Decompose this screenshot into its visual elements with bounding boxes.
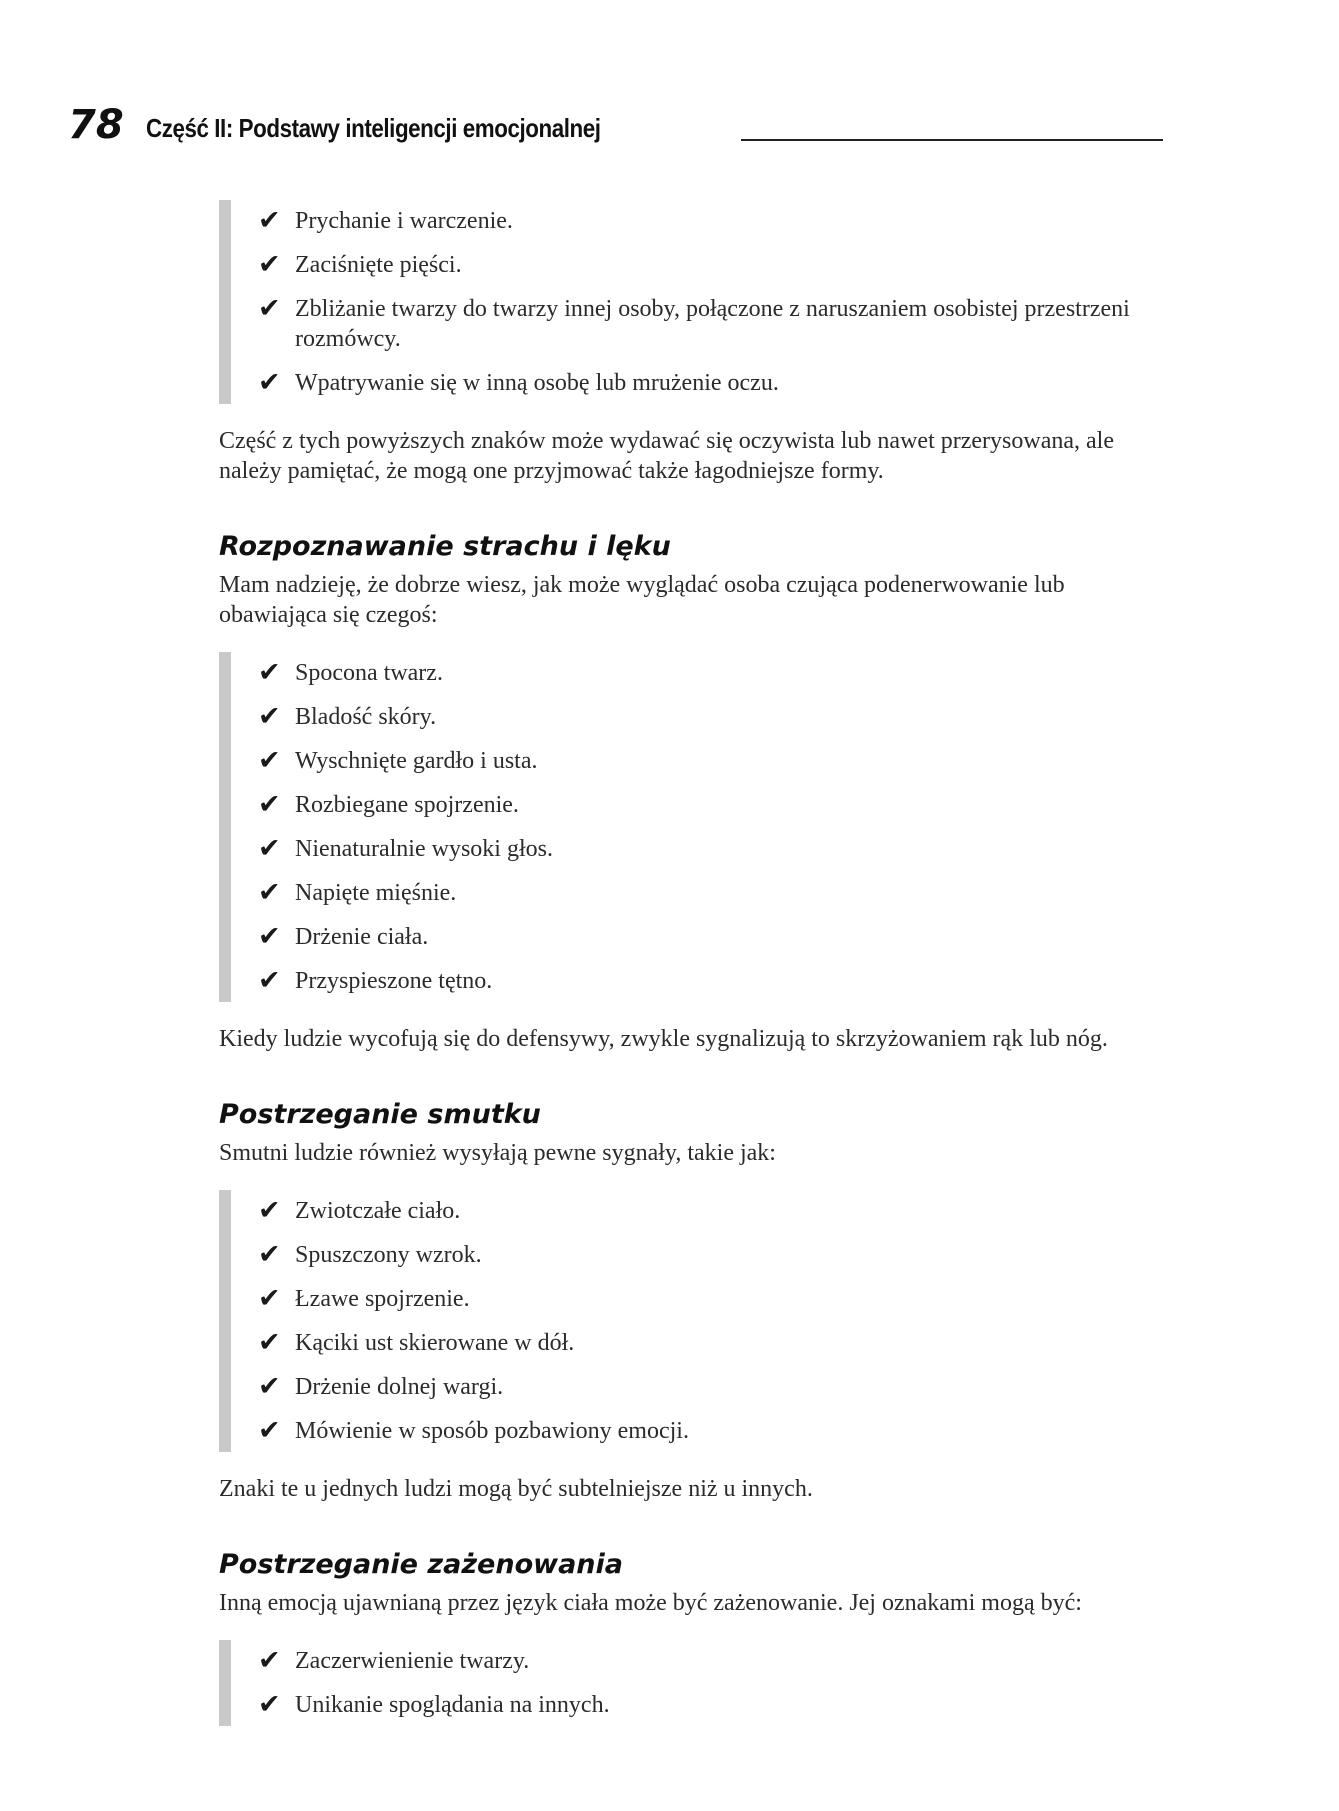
sadness-signs-list bbox=[219, 1190, 1159, 1452]
list-item: ✔ Rozbiegane spojrzenie. bbox=[258, 789, 519, 820]
list-item: ✔ Nienaturalnie wysoki głos. bbox=[258, 833, 553, 864]
list-item: ✔ Bladość skóry. bbox=[258, 701, 437, 732]
paragraph: Znaki te u jednych ludzi mogą być subtelniejsze niż u innych. bbox=[219, 1476, 813, 1502]
embarrassment-signs-list bbox=[219, 1640, 1159, 1726]
paragraph: Mam nadzieję, że dobrze wiesz, jak może wyglądać osoba czująca podenerwowanie lub obawiająca się czegoś: bbox=[219, 572, 1065, 628]
page-number: 78 bbox=[68, 102, 124, 148]
check-icon: ✔ bbox=[258, 745, 281, 776]
list-item: ✔ Drżenie dolnej wargi. bbox=[258, 1371, 504, 1402]
part-title: Część II: Podstawy inteligencji emocjonalnej bbox=[145, 113, 601, 143]
list-item: ✔ Mówienie w sposób pozbawiony emocji. bbox=[258, 1415, 689, 1446]
check-icon: ✔ bbox=[258, 1195, 281, 1226]
check-icon: ✔ bbox=[258, 965, 281, 996]
check-icon: ✔ bbox=[258, 877, 281, 908]
paragraph: Część z tych powyższych znaków może wydawać się oczywista lub nawet przerysowana, ale należy pamiętać, że mogą one przyjmować także łagodniejsze formy. bbox=[219, 428, 1114, 484]
page-body bbox=[219, 200, 1159, 1726]
list-item: ✔ Napięte mięśnie. bbox=[258, 877, 457, 908]
paragraph: Inną emocją ujawnianą przez język ciała może być zażenowanie. Jej oznakami mogą być: bbox=[219, 1590, 1082, 1616]
check-icon: ✔ bbox=[258, 1645, 281, 1676]
check-icon: ✔ bbox=[258, 367, 281, 398]
check-icon: ✔ bbox=[258, 1415, 281, 1446]
section-heading-embarrassment: Postrzeganie zażenowania bbox=[219, 1549, 623, 1580]
list-item: ✔ Unikanie spoglądania na innych. bbox=[258, 1689, 610, 1720]
list-item: ✔ Zbliżanie twarzy do twarzy innej osoby, połączone z naruszaniem osobistej przestrzeni rozmówcy. bbox=[258, 293, 1130, 352]
check-icon: ✔ bbox=[258, 249, 281, 280]
list-item: ✔ Przyspieszone tętno. bbox=[258, 965, 493, 996]
list-item: ✔ Zwiotczałe ciało. bbox=[258, 1195, 461, 1226]
check-icon: ✔ bbox=[258, 701, 281, 732]
section-heading-fear: Rozpoznawanie strachu i lęku bbox=[219, 531, 671, 562]
list-item: ✔ Spuszczony wzrok. bbox=[258, 1239, 482, 1270]
header-rule bbox=[741, 139, 1163, 141]
check-icon: ✔ bbox=[258, 657, 281, 688]
paragraph: Kiedy ludzie wycofują się do defensywy, zwykle sygnalizują to skrzyżowaniem rąk lub nóg. bbox=[219, 1026, 1108, 1052]
list-item: ✔ Kąciki ust skierowane w dół. bbox=[258, 1327, 575, 1358]
paragraph: Smutni ludzie również wysyłają pewne sygnały, takie jak: bbox=[219, 1140, 776, 1166]
check-icon: ✔ bbox=[258, 1689, 281, 1720]
list-item: ✔ Drżenie ciała. bbox=[258, 921, 429, 952]
check-icon: ✔ bbox=[258, 205, 281, 236]
list-item: ✔ Spocona twarz. bbox=[258, 657, 443, 688]
check-icon: ✔ bbox=[258, 789, 281, 820]
check-icon: ✔ bbox=[258, 1283, 281, 1314]
running-header bbox=[68, 95, 1163, 148]
check-icon: ✔ bbox=[258, 293, 281, 324]
check-icon: ✔ bbox=[258, 833, 281, 864]
list-item: ✔ Zaczerwienienie twarzy. bbox=[258, 1645, 530, 1676]
list-item: ✔ Wpatrywanie się w inną osobę lub mrużenie oczu. bbox=[258, 367, 779, 398]
list-item: ✔ Wyschnięte gardło i usta. bbox=[258, 745, 538, 776]
fear-signs-list bbox=[219, 652, 1159, 1002]
anger-signs-list bbox=[219, 200, 1159, 404]
check-icon: ✔ bbox=[258, 1239, 281, 1270]
check-icon: ✔ bbox=[258, 1371, 281, 1402]
list-item: ✔ Zaciśnięte pięści. bbox=[258, 249, 462, 280]
section-heading-sadness: Postrzeganie smutku bbox=[219, 1099, 541, 1130]
list-item: ✔ Prychanie i warczenie. bbox=[258, 205, 513, 236]
check-icon: ✔ bbox=[258, 921, 281, 952]
list-item: ✔ Łzawe spojrzenie. bbox=[258, 1283, 470, 1314]
check-icon: ✔ bbox=[258, 1327, 281, 1358]
